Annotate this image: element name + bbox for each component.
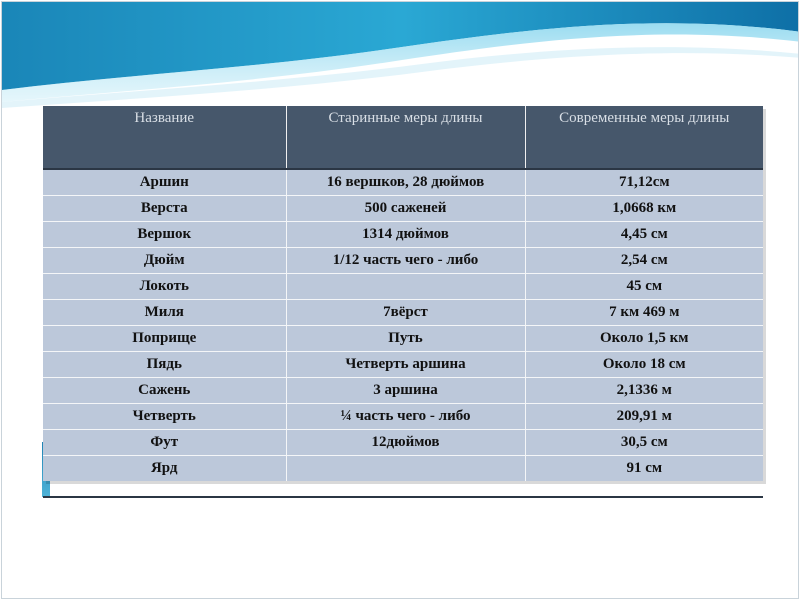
header-old-measures: Старинные меры длины	[286, 106, 525, 169]
cell-modern: 45 см	[525, 274, 763, 300]
cell-name: Фут	[43, 430, 286, 456]
cell-name: Миля	[43, 300, 286, 326]
cell-old: 500 саженей	[286, 196, 525, 222]
table-header-row	[43, 106, 763, 169]
cell-old	[286, 274, 525, 300]
header-modern-measures: Современные меры длины	[525, 106, 763, 169]
cell-old: 3 аршина	[286, 378, 525, 404]
cell-modern: Около 1,5 км	[525, 326, 763, 352]
cell-name: Вершок	[43, 222, 286, 248]
measures-table	[43, 106, 763, 481]
measures-table-container	[43, 106, 763, 481]
cell-modern: 4,45 см	[525, 222, 763, 248]
cell-name: Аршин	[43, 169, 286, 196]
table-row	[43, 196, 763, 222]
cell-old: 1314 дюймов	[286, 222, 525, 248]
table-row	[43, 300, 763, 326]
table-row	[43, 404, 763, 430]
cell-old: 12дюймов	[286, 430, 525, 456]
cell-old	[286, 456, 525, 482]
cell-name: Дюйм	[43, 248, 286, 274]
cell-modern: 1,0668 км	[525, 196, 763, 222]
table-row	[43, 222, 763, 248]
cell-modern: 7 км 469 м	[525, 300, 763, 326]
cell-old: 16 вершков, 28 дюймов	[286, 169, 525, 196]
cell-old: Четверть аршина	[286, 352, 525, 378]
cell-modern: 209,91 м	[525, 404, 763, 430]
table-row	[43, 430, 763, 456]
table-row	[43, 248, 763, 274]
slide	[1, 1, 799, 599]
cell-modern: 71,12см	[525, 169, 763, 196]
table-row	[43, 456, 763, 482]
cell-name: Четверть	[43, 404, 286, 430]
cell-modern: Около 18 см	[525, 352, 763, 378]
cell-name: Ярд	[43, 456, 286, 482]
cell-old: 7вёрст	[286, 300, 525, 326]
cell-modern: 91 см	[525, 456, 763, 482]
cell-modern: 30,5 см	[525, 430, 763, 456]
cell-name: Локоть	[43, 274, 286, 300]
cell-name: Верста	[43, 196, 286, 222]
table-row	[43, 274, 763, 300]
cell-modern: 2,1336 м	[525, 378, 763, 404]
table-row	[43, 352, 763, 378]
cell-name: Сажень	[43, 378, 286, 404]
table-row	[43, 326, 763, 352]
cell-name: Поприще	[43, 326, 286, 352]
cell-old: ¼ часть чего - либо	[286, 404, 525, 430]
cell-old: Путь	[286, 326, 525, 352]
table-row	[43, 169, 763, 196]
table-bottom-border	[43, 496, 763, 498]
cell-name: Пядь	[43, 352, 286, 378]
cell-old: 1/12 часть чего - либо	[286, 248, 525, 274]
header-name: Название	[43, 106, 286, 169]
cell-modern: 2,54 см	[525, 248, 763, 274]
table-row	[43, 378, 763, 404]
